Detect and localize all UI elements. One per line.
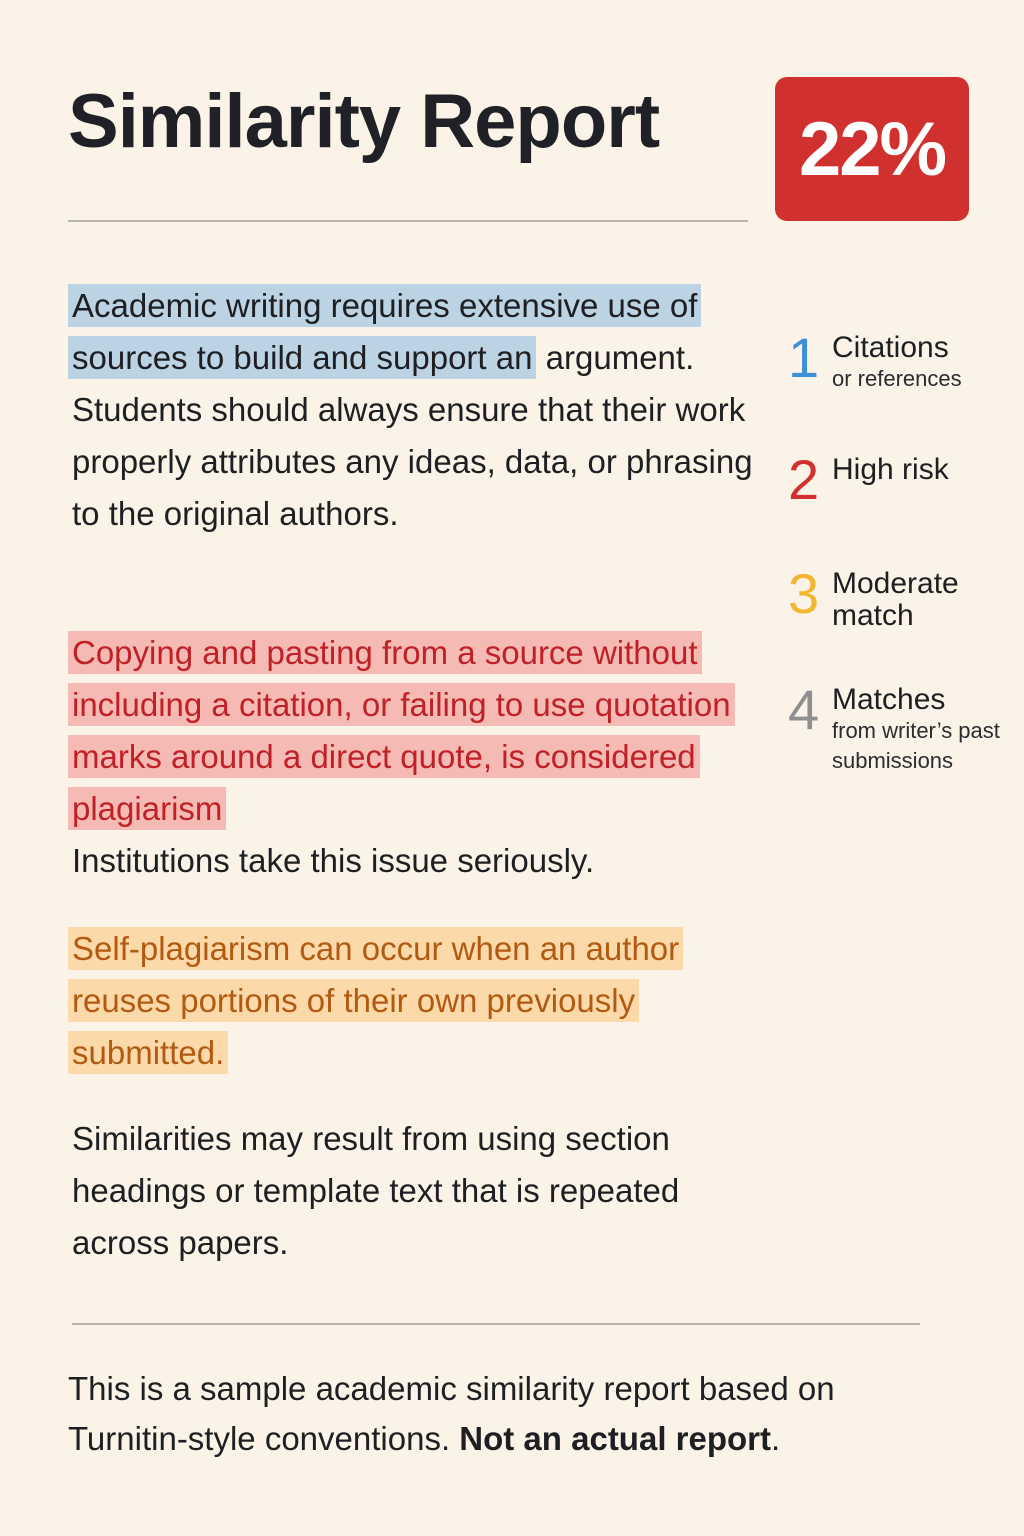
highlight-citation: Academic writing requires extensive use of sources to build and support an <box>68 284 701 379</box>
legend-label: Moderate match <box>832 567 959 632</box>
legend-number: 3 <box>788 562 820 625</box>
disclaimer-bold: Not an actual report <box>459 1420 771 1457</box>
paragraph-high-risk <box>72 627 762 887</box>
legend-label: High risk <box>832 453 949 486</box>
header-divider <box>68 220 748 222</box>
highlight-high-risk: Copying and pasting from a source without including a citation, or failing to use quotation marks around a direct quote, is considered plagiarism <box>68 631 735 830</box>
legend-number: 4 <box>788 678 820 741</box>
legend-number: 2 <box>788 448 820 511</box>
paragraph-text: Institutions take this issue seriously. <box>72 842 595 879</box>
legend-label: Matches <box>832 683 946 716</box>
paragraph-text: argument. Students should always ensure that their work properly attributes any ideas, data, or phrasing to the original authors. <box>72 339 753 532</box>
legend-sublabel: or references <box>832 366 962 391</box>
page-title: Similarity Report <box>68 79 660 164</box>
disclaimer-text: This is a sample academic similarity report based on Turnitin-style conventions. <box>68 1370 835 1457</box>
paragraph-self-plagiarism <box>72 923 762 1079</box>
disclaimer-end: . <box>771 1420 781 1457</box>
legend-item-citations <box>788 326 962 394</box>
similarity-score-badge: 22% <box>775 77 969 221</box>
paragraph-citations <box>72 280 762 540</box>
legend-item-past-submissions <box>788 678 1017 776</box>
footer-divider <box>72 1323 920 1325</box>
paragraph-template-text: Similarities may result from using section headings or template text that is repeated across papers. <box>72 1120 680 1261</box>
legend-number: 1 <box>788 326 820 389</box>
legend-label: Citations <box>832 331 949 364</box>
legend-item-high-risk <box>788 448 949 511</box>
disclaimer <box>68 1364 948 1464</box>
legend-item-moderate-match <box>788 562 982 632</box>
legend-sublabel: from writer’s past submissions <box>832 718 1000 773</box>
highlight-moderate-match: Self-plagiarism can occur when an author reuses portions of their own previously submitted. <box>68 927 683 1074</box>
